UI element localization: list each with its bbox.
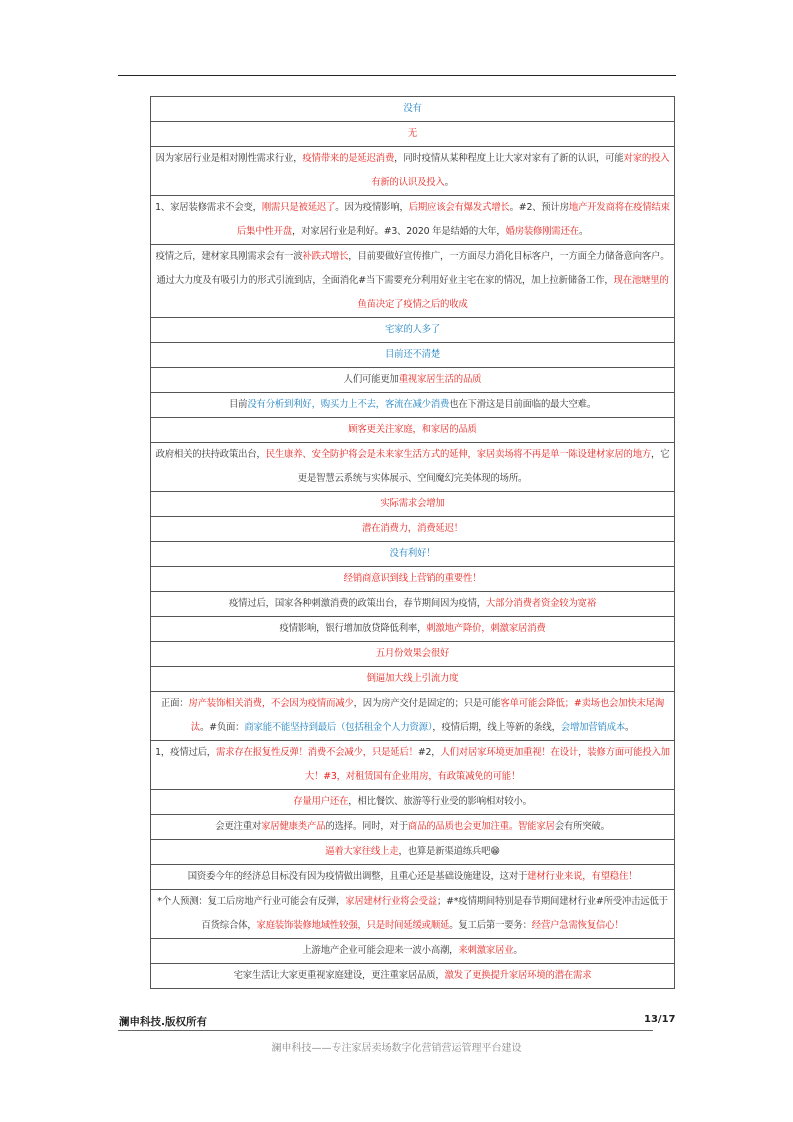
response-segment: 商家能不能坚持到最后（包括租金个人力资源） — [244, 722, 433, 733]
table-row — [151, 367, 674, 392]
response-segment: 重视家居生活的品质 — [398, 374, 482, 385]
table-row — [151, 97, 674, 121]
table-row — [151, 963, 674, 988]
response-segment: ，目前要做好宣传推广，一方面尽力消化目标客户，一方面全力储备意向客户。通过大力度及有吸引力的形式引流到店，全面消化#当下需要充分利用好业主宅在家的情况，加上拉新储备工作， — [156, 251, 670, 286]
table-row — [151, 864, 674, 889]
response-segment: 因为家居行业是相对刚性需求行业， — [155, 153, 303, 164]
table-row — [151, 839, 674, 864]
table-row — [151, 666, 674, 691]
table-row — [151, 889, 674, 938]
response-segment: 会增加营销成本 — [560, 722, 626, 733]
response-segment: 五月份效果会很好 — [375, 648, 450, 659]
response-segment: 宅家的人多了 — [384, 324, 441, 335]
response-segment: 地产开发商将在疫情结束后集中性开盘 — [236, 202, 670, 237]
response-segment: 。 — [444, 177, 454, 188]
response-segment: 。复工后第一要务： — [449, 920, 532, 931]
response-segment: 客单可能会降低；#卖场也会加快末尾淘汰 — [190, 698, 665, 733]
response-segment: 家庭装饰装修地域性较强，只是时间延缓或顺延 — [256, 920, 450, 931]
response-segment: 疫情影响，银行增加放贷降低利率， — [279, 623, 427, 634]
response-segment: 1、家居装修需求不会变， — [155, 202, 262, 213]
response-segment: ，同时疫情从某种程度上让大家对家有了新的认识，可能 — [394, 153, 624, 164]
response-segment: 商品的品质也会更加注重。智能家居 — [407, 821, 555, 832]
response-segment: 的选择。同时，对于 — [325, 821, 408, 832]
table-row — [151, 417, 674, 442]
table-row — [151, 616, 674, 641]
table-row — [151, 516, 674, 541]
table-row — [151, 591, 674, 616]
response-segment: 家居健康类产品 — [261, 821, 326, 832]
table-row — [151, 146, 674, 195]
response-segment: 上游地产企业可能会迎来一波小高潮， — [302, 945, 459, 956]
table-row — [151, 442, 674, 491]
table-row — [151, 491, 674, 516]
response-segment: 家居建材行业将会受益 — [345, 896, 437, 907]
response-segment: 疫情带来的是延迟消费 — [302, 153, 395, 164]
table-row — [151, 244, 674, 317]
response-segment: 需求存在报复性反弹！消费不会减少，只是延后！ — [215, 747, 418, 758]
response-segment: ，对家居行业是利好。#3、2020 年是结婚的大年， — [291, 226, 506, 237]
response-segment: 对家的投入有新的认识及投入 — [371, 153, 670, 188]
response-segment: 激发了更换提升家居环境的潜在需求 — [444, 970, 592, 981]
response-segment: #2， — [417, 747, 441, 758]
table-row — [151, 789, 674, 814]
response-segment: 现在池塘里的鱼苗决定了疫情之后的收成 — [357, 275, 669, 310]
response-segment: 。#2、预计房 — [509, 202, 569, 213]
table-row — [151, 195, 674, 244]
response-segment: ；#*疫情期间特别是春节期间建材行业#所受冲击远低于百货综合体， — [201, 896, 668, 931]
table-row — [151, 342, 674, 367]
table-row — [151, 392, 674, 417]
table-row — [151, 814, 674, 839]
response-segment: 正面： — [160, 698, 189, 709]
response-segment: 没有利好！ — [389, 548, 436, 559]
response-segment: 。 — [578, 226, 589, 237]
response-segment: 倒逼加大线上引流力度 — [366, 673, 459, 684]
table-row — [151, 317, 674, 342]
response-segment: 婚房装修刚需还在 — [505, 226, 579, 237]
response-segment: 会有所突破。 — [554, 821, 610, 832]
response-segment: 疫情过后，国家各种刺激消费的政策出台，春节期间因为疫情， — [228, 598, 486, 609]
response-segment: 会更注重对 — [215, 821, 262, 832]
response-segment: *个人预测：复工后房地产行业可能会有反弹， — [157, 896, 346, 907]
response-segment: 顾客更关注家庭，和家居的品质 — [348, 424, 477, 435]
response-segment: 潜在消费力，消费延迟！ — [362, 523, 463, 534]
table-row — [151, 938, 674, 963]
copyright-text: 澜申科技.版权所有 — [119, 1016, 207, 1028]
response-segment: ，疫情后期，线上等新的条线， — [432, 722, 561, 733]
response-segment: 政府相关的扶持政策出台， — [155, 449, 266, 460]
response-segment: 也在下滑这是目前面临的最大空难。 — [449, 399, 597, 410]
response-segment: 建材行业来说，有望稳住！ — [527, 871, 638, 882]
response-segment: 没有 — [403, 103, 422, 114]
response-segment: 来刺激家居业 — [458, 945, 514, 956]
table-row — [151, 121, 674, 146]
response-segment: 1，疫情过后， — [155, 747, 216, 758]
response-segment: 刚需只是被延迟了 — [261, 202, 336, 213]
response-segment: 没有分析到利好，购买力上不去，客流在减少消费 — [247, 399, 450, 410]
response-segment: 宅家生活让大家更重视家庭建设，更注重家居品质， — [233, 970, 445, 981]
response-segment: 人们可能更加 — [343, 374, 399, 385]
response-segment: 疫情之后，建材家具刚需求会有一波 — [155, 251, 303, 262]
response-segment: 。 — [513, 945, 523, 956]
response-segment: ，也算是新渠道练兵吧😁 — [398, 846, 500, 857]
response-segment: 人们对居家环境更加重视！在设计，装修方面可能投入加大！#3，对租赁国有企业用房，有政策减免的可能！ — [304, 747, 670, 782]
response-segment: 刺激地产降价，刺激家居消费 — [426, 623, 546, 634]
response-segment: 房产装饰相关消费，不会因为疫情而减少 — [188, 698, 354, 709]
table-row — [151, 566, 674, 591]
response-segment: 无 — [407, 128, 418, 139]
table-row — [151, 691, 674, 740]
response-segment: 存量用户还在 — [293, 796, 349, 807]
response-segment: ，相比餐饮、旅游等行业受的影响相对较小。 — [348, 796, 532, 807]
footer-rule — [118, 1030, 653, 1031]
response-segment: ，因为房产交付是固定的；只是可能 — [353, 698, 501, 709]
page-number: 13/17 — [644, 1014, 676, 1025]
response-segment: 国资委今年的经济总目标没有因为疫情做出调整，且重心还是基础设施建设，这对于 — [187, 871, 528, 882]
response-segment: 。 — [625, 722, 635, 733]
response-segment: 经销商意识到线上营销的重要性！ — [343, 573, 482, 584]
company-tagline: 澜申科技——专注家居卖场数字化营销营运管理平台建设 — [271, 1043, 522, 1054]
response-segment: 实际需求会增加 — [380, 498, 445, 509]
table-row — [151, 541, 674, 566]
response-segment: 目前还不清楚 — [384, 349, 441, 360]
response-segment: 逼着大家往线上走 — [325, 846, 399, 857]
response-segment: 目前 — [228, 399, 248, 410]
response-segment: 民生康养、安全防护将会是未来家生活方式的延伸，家居卖场将不再是单一陈设建材家居的地方 — [265, 449, 652, 460]
response-segment: 大部分消费者资金较为宽裕 — [485, 598, 596, 609]
response-segment: 。因为疫情影响， — [335, 202, 409, 213]
response-segment: 后期应该会有爆发式增长 — [408, 202, 510, 213]
table-row — [151, 740, 674, 789]
table-row — [151, 641, 674, 666]
response-segment: 经营户急需恢复信心！ — [531, 920, 624, 931]
header-rule — [118, 75, 676, 76]
response-segment: 补跌式增长 — [302, 251, 349, 262]
response-segment: ，它更是智慧云系统与实体展示、空间魔幻完美体现的场所。 — [297, 449, 670, 484]
response-segment: 。#负面： — [199, 722, 245, 733]
survey-response-table — [150, 96, 675, 989]
